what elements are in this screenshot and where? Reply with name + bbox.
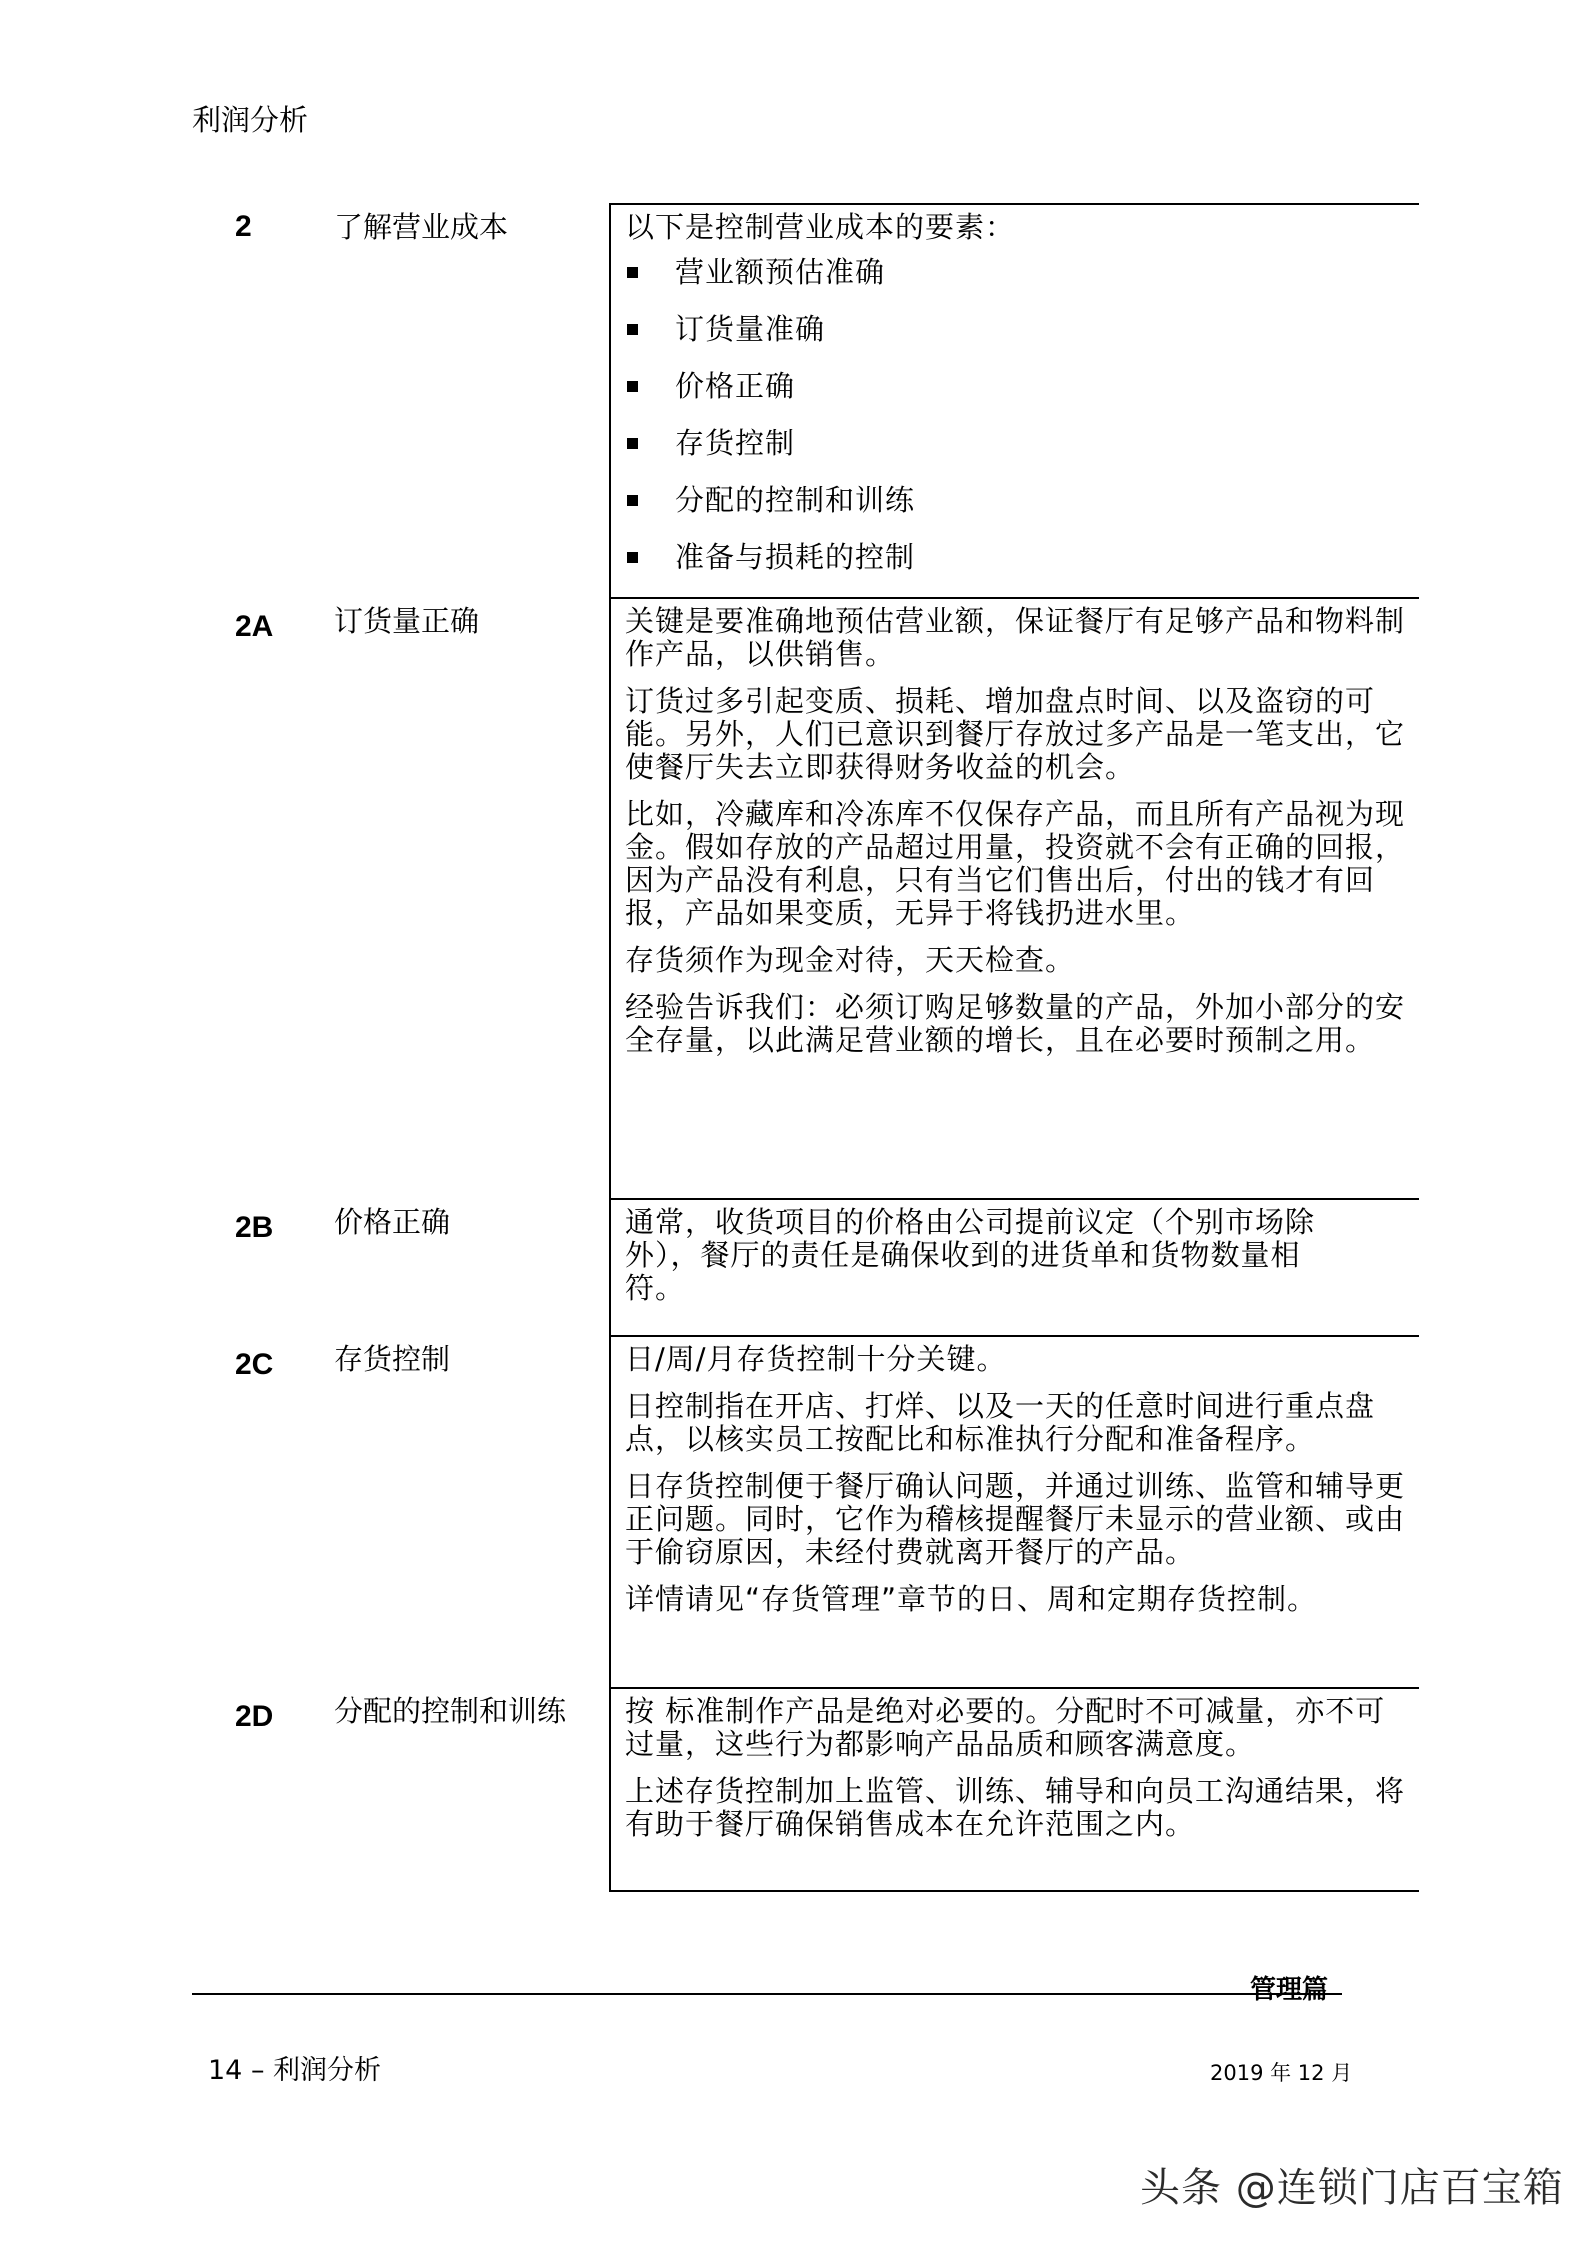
section-number: 2C (235, 1348, 274, 1381)
list-item-label: 价格正确 (675, 369, 796, 403)
paragraph: 比如，冷藏库和冷冻库不仅保存产品，而且所有产品视为现金。假如存放的产品超过用量，投资就不会有正确的回报，因为产品没有利息，只有当它们售出后，付出的钱才有回报，产品如果变质，无异于将钱扔进水里。 (625, 797, 1406, 930)
section-number: 2 (235, 210, 252, 243)
paragraph: 经验告诉我们：必须订购足够数量的产品，外加小部分的安全存量，以此满足营业额的增长，且在必要时预制之用。 (625, 990, 1406, 1057)
section-content (609, 1198, 1419, 1335)
table-bottom-divider (609, 1890, 1419, 1892)
list-item (625, 425, 1409, 482)
paragraph: 日/周/月存货控制十分关键。 (625, 1342, 1007, 1376)
list-item (625, 539, 1409, 596)
list-item-label: 订货量准确 (675, 312, 826, 346)
paragraph: 关键是要准确地预估营业额，保证餐厅有足够产品和物料制作产品，以供销售。 (625, 604, 1406, 671)
section-title: 订货量正确 (334, 604, 480, 638)
section-content (609, 597, 1419, 1198)
section-number: 2A (235, 610, 274, 643)
list-item-label: 营业额预估准确 (675, 255, 886, 289)
paragraph: 订货过多引起变质、损耗、增加盘点时间、以及盗窃的可能。另外，人们已意识到餐厅存放过多产品是一笔支出，它使餐厅失去立即获得财务收益的机会。 (625, 684, 1406, 784)
list-item (625, 482, 1409, 539)
section-title: 分配的控制和训练 (334, 1694, 567, 1728)
square-bullet-icon (627, 552, 638, 563)
footer-date: 2019 年 12 月 (1210, 2061, 1353, 2085)
section-title: 价格正确 (334, 1205, 451, 1239)
square-bullet-icon (627, 438, 638, 449)
section-number: 2D (235, 1700, 274, 1733)
list-item (625, 254, 1409, 311)
section-title: 了解营业成本 (334, 210, 509, 244)
section-lead-text: 以下是控制营业成本的要素： (625, 210, 1016, 244)
list-item (625, 368, 1409, 425)
section-content (609, 1335, 1419, 1687)
paragraph: 日控制指在开店、打烊、以及一天的任意时间进行重点盘点，以核实员工按配比和标准执行分配和准备程序。 (625, 1389, 1376, 1456)
section-content (609, 203, 1419, 597)
list-item-label: 存货控制 (675, 426, 796, 460)
list-item-label: 分配的控制和训练 (675, 483, 916, 517)
paragraph: 按 标准制作产品是绝对必要的。分配时不可减量，亦不可过量，这些行为都影响产品品质和顾客满意度。 (625, 1694, 1386, 1761)
paragraph: 上述存货控制加上监管、训练、辅导和向员工沟通结果，将有助于餐厅确保销售成本在允许范围之内。 (625, 1774, 1406, 1841)
list-item-label: 准备与损耗的控制 (675, 540, 916, 574)
square-bullet-icon (627, 324, 638, 335)
cost-elements-list (625, 254, 1409, 596)
paragraph: 详情请见“存货管理”章节的日、周和定期存货控制。 (625, 1582, 1318, 1616)
section-title: 存货控制 (334, 1342, 451, 1376)
square-bullet-icon (627, 381, 638, 392)
paragraph: 存货须作为现金对待，天天检查。 (625, 943, 1076, 977)
square-bullet-icon (627, 495, 638, 506)
paragraph: 日存货控制便于餐厅确认问题，并通过训练、监管和辅导更正问题。同时，它作为稽核提醒餐厅未显示的营业额、或由于偷窃原因，未经付费就离开餐厅的产品。 (625, 1469, 1406, 1569)
paragraph: 通常，收货项目的价格由公司提前议定（个别市场除外），餐厅的责任是确保收到的进货单和货物数量相符。 (625, 1205, 1316, 1305)
section-content (609, 1687, 1419, 1890)
watermark: 头条 @连锁门店百宝箱 (1140, 2165, 1564, 2211)
footer-page-label: 14 – 利润分析 (208, 2055, 382, 2086)
list-item (625, 311, 1409, 368)
page-header-title: 利润分析 (192, 103, 309, 137)
square-bullet-icon (627, 267, 638, 278)
footer-section-label: 管理篇 (1250, 1975, 1329, 2005)
section-number: 2B (235, 1211, 274, 1244)
footer-divider (192, 1993, 1342, 1995)
